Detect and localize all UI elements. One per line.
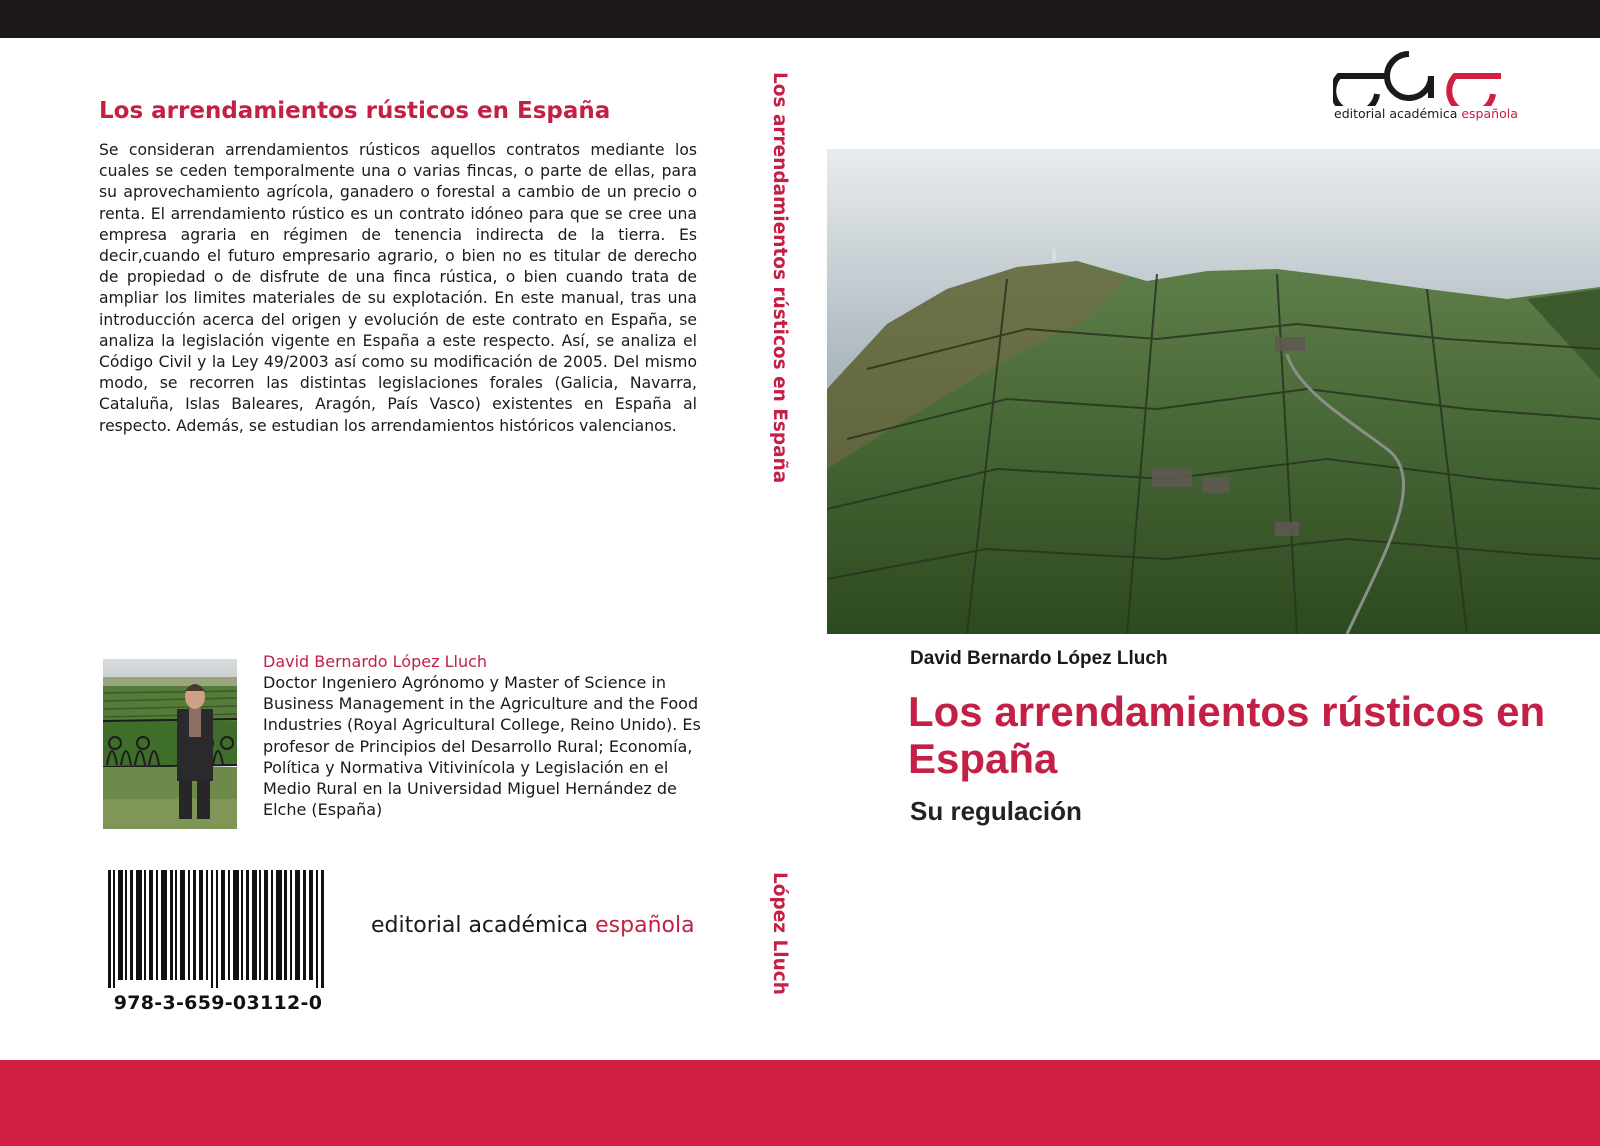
back-publisher-accent: española: [595, 913, 695, 938]
back-publisher-name: [371, 913, 695, 938]
barcode: [108, 870, 328, 988]
cover-photo: [827, 149, 1600, 634]
front-cover-subtitle: Su regulación: [910, 796, 1082, 826]
author-bio: Doctor Ingeniero Agrónomo y Master of Science in Business Management in the Agriculture and the Food Industries (Royal Agricultural College, Reino Unido). Es profesor de Principios del Desarrollo Rural; Economía, Política y Normativa Vitivinícola y Legislación en el Medio Rural en la Universidad Miguel Hernández de Elche (España): [263, 673, 701, 820]
back-cover-title: Los arrendamientos rústicos en España: [99, 98, 611, 124]
top-band: [0, 0, 1600, 38]
bottom-band: [0, 1060, 1600, 1146]
spine-title: Los arrendamientos rústicos en España: [769, 72, 790, 484]
back-cover-blurb: Se consideran arrendamientos rústicos aquellos contratos mediante los cuales se ceden temporalmente una o varias fincas, o parte de ellas, para su aprovechamiento agrícola, ganadero o forestal a cambio de un precio o renta. El arrendamiento rústico es un contrato idóneo para que se cree una empresa agraria en régimen de tenencia indirecta de la tierra. Es decir,cuando el futuro empresario agrario, o bien no es titular de derecho de propiedad o de disfrute de una finca rústica, o bien cuando trata de ampliar los limites materiales de su explotación. En este manual, tras una introducción acerca del origen y evolución de este contrato en España, se analiza la legislación vigente en España a este respecto. Así, se analiza el Código Civil y la Ley 49/2003 así como su modificación de 2005. Del mismo modo, se recorren las distintas legislaciones forales (Galicia, Navarra, Cataluña, Islas Baleares, Aragón, País Vasco) existentes en España al respecto. Además, se estudian los arrendamientos históricos valencianos.: [99, 141, 697, 435]
logo-caption: [1334, 106, 1518, 121]
front-cover-author: David Bernardo López Lluch: [910, 648, 1168, 669]
front-cover-title: Los arrendamientos rústicos en España: [908, 688, 1546, 782]
logo-caption-main: editorial académica: [1334, 106, 1458, 121]
isbn: 978-3-659-03112-0: [113, 992, 323, 1014]
author-photo: [103, 659, 237, 829]
spine-author: López Lluch: [769, 872, 790, 995]
logo-caption-accent: española: [1461, 106, 1518, 121]
back-publisher-main: editorial académica: [371, 913, 589, 938]
author-bio-name: David Bernardo López Lluch: [263, 652, 488, 671]
